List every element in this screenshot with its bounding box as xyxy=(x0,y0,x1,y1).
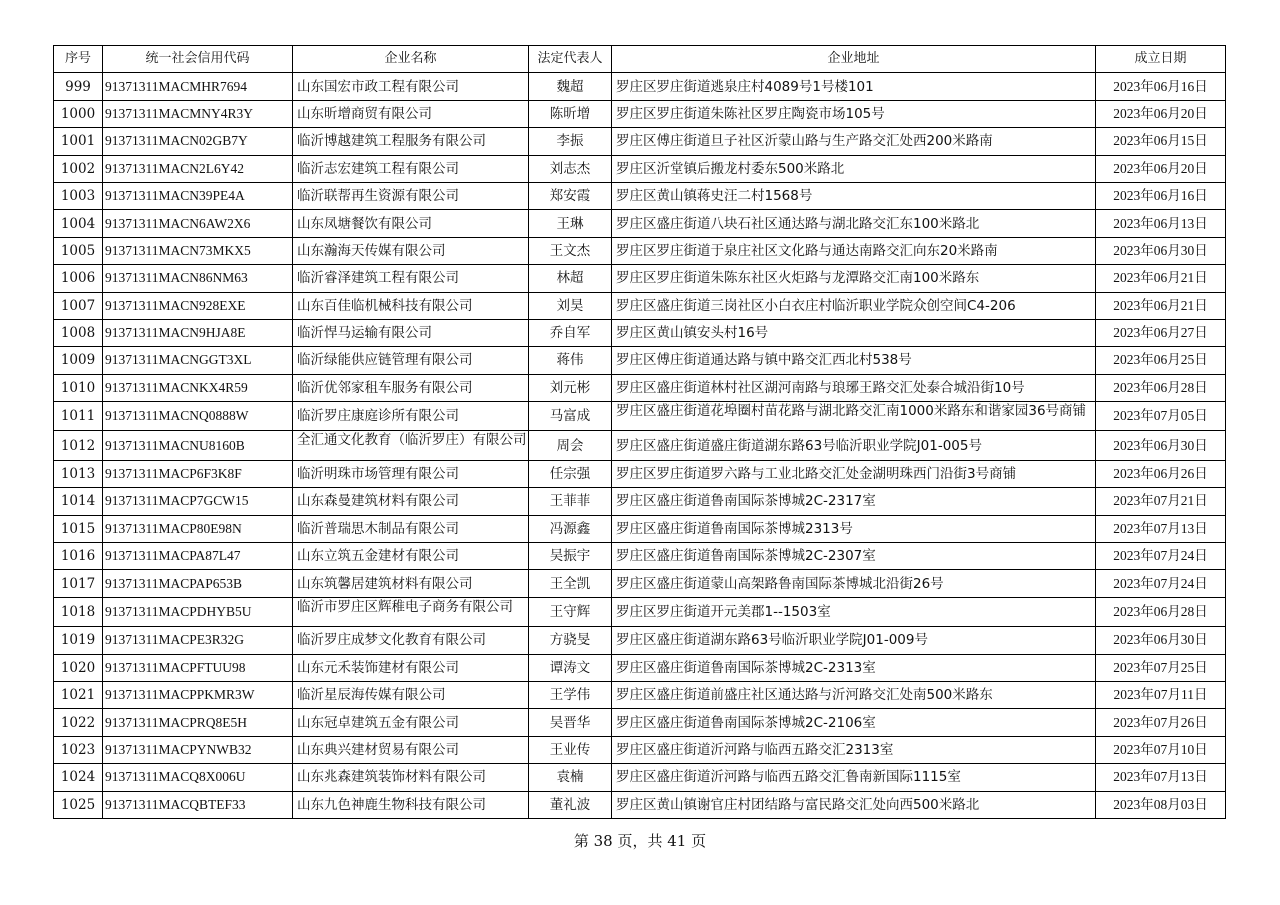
cell-credit-code: 91371311MACP7GCW15 xyxy=(103,488,293,515)
cell-founded-date: 2023年07月10日 xyxy=(1096,736,1226,763)
cell-founded-date: 2023年06月25日 xyxy=(1096,347,1226,374)
table-row xyxy=(54,237,1226,264)
cell-credit-code: 91371311MACPRQ8E5H xyxy=(103,709,293,736)
table-row xyxy=(54,681,1226,708)
cell-serial: 1021 xyxy=(54,681,103,708)
cell-serial: 999 xyxy=(54,73,103,100)
cell-company-name: 山东九色神鹿生物科技有限公司 xyxy=(293,791,529,818)
cell-serial: 1007 xyxy=(54,292,103,319)
cell-company-name: 临沂博越建筑工程服务有限公司 xyxy=(293,128,529,155)
cell-founded-date: 2023年06月16日 xyxy=(1096,73,1226,100)
cell-serial: 1005 xyxy=(54,237,103,264)
cell-legal-rep: 冯源鑫 xyxy=(529,515,612,542)
cell-credit-code: 91371311MACPDHYB5U xyxy=(103,597,293,626)
cell-legal-rep: 陈昕增 xyxy=(529,100,612,127)
cell-legal-rep: 任宗强 xyxy=(529,460,612,487)
cell-address: 罗庄区罗庄街道罗六路与工业北路交汇处金湖明珠西门沿街3号商铺 xyxy=(612,460,1096,487)
cell-credit-code: 91371311MACNGGT3XL xyxy=(103,347,293,374)
cell-founded-date: 2023年06月30日 xyxy=(1096,237,1226,264)
cell-founded-date: 2023年06月26日 xyxy=(1096,460,1226,487)
cell-address: 罗庄区盛庄街道沂河路与临西五路交汇鲁南新国际1115室 xyxy=(612,764,1096,791)
cell-founded-date: 2023年07月26日 xyxy=(1096,709,1226,736)
cell-company-name: 山东典兴建材贸易有限公司 xyxy=(293,736,529,763)
cell-founded-date: 2023年06月27日 xyxy=(1096,319,1226,346)
cell-address: 罗庄区沂堂镇后搬龙村委东500米路北 xyxy=(612,155,1096,182)
table-row xyxy=(54,402,1226,431)
cell-credit-code: 91371311MACNQ0888W xyxy=(103,402,293,431)
cell-serial: 1004 xyxy=(54,210,103,237)
cell-address: 罗庄区盛庄街道八块石社区通达路与湖北路交汇东100米路北 xyxy=(612,210,1096,237)
cell-company-name: 临沂市罗庄区辉稚电子商务有限公司 xyxy=(293,597,529,626)
cell-credit-code: 91371311MACP6F3K8F xyxy=(103,460,293,487)
cell-legal-rep: 刘志杰 xyxy=(529,155,612,182)
table-row xyxy=(54,128,1226,155)
table-row xyxy=(54,709,1226,736)
cell-address: 罗庄区傅庄街道通达路与镇中路交汇西北村538号 xyxy=(612,347,1096,374)
cell-founded-date: 2023年06月28日 xyxy=(1096,597,1226,626)
cell-serial: 1003 xyxy=(54,182,103,209)
cell-legal-rep: 王全凯 xyxy=(529,570,612,597)
cell-legal-rep: 刘元彬 xyxy=(529,374,612,401)
cell-credit-code: 91371311MACN73MKX5 xyxy=(103,237,293,264)
cell-address: 罗庄区罗庄街道朱陈社区罗庄陶瓷市场105号 xyxy=(612,100,1096,127)
cell-legal-rep: 王菲菲 xyxy=(529,488,612,515)
table-row xyxy=(54,627,1226,654)
table-row xyxy=(54,597,1226,626)
cell-legal-rep: 李振 xyxy=(529,128,612,155)
cell-credit-code: 91371311MACQBTEF33 xyxy=(103,791,293,818)
cell-address: 罗庄区盛庄街道鲁南国际茶博城2C-2307室 xyxy=(612,543,1096,570)
cell-credit-code: 91371311MACN9HJA8E xyxy=(103,319,293,346)
cell-company-name: 临沂睿泽建筑工程有限公司 xyxy=(293,265,529,292)
cell-serial: 1011 xyxy=(54,402,103,431)
cell-serial: 1006 xyxy=(54,265,103,292)
cell-company-name: 临沂悍马运输有限公司 xyxy=(293,319,529,346)
cell-company-name: 临沂普瑞思木制品有限公司 xyxy=(293,515,529,542)
page-footer: 第 38 页，共 41 页 xyxy=(573,832,707,850)
cell-credit-code: 91371311MACNU8160B xyxy=(103,431,293,460)
cell-legal-rep: 王业传 xyxy=(529,736,612,763)
cell-legal-rep: 魏超 xyxy=(529,73,612,100)
cell-serial: 1019 xyxy=(54,627,103,654)
cell-serial: 1008 xyxy=(54,319,103,346)
cell-legal-rep: 林超 xyxy=(529,265,612,292)
cell-founded-date: 2023年06月20日 xyxy=(1096,155,1226,182)
cell-address: 罗庄区盛庄街道林村社区湖河南路与琅琊王路交汇处泰合城沿街10号 xyxy=(612,374,1096,401)
header-founded-date: 成立日期 xyxy=(1096,46,1226,73)
table-row xyxy=(54,460,1226,487)
table-row xyxy=(54,543,1226,570)
cell-credit-code: 91371311MACPFTUU98 xyxy=(103,654,293,681)
header-company-name: 企业名称 xyxy=(293,46,529,73)
cell-company-name: 临沂志宏建筑工程有限公司 xyxy=(293,155,529,182)
cell-company-name: 临沂罗庄康庭诊所有限公司 xyxy=(293,402,529,431)
cell-legal-rep: 袁楠 xyxy=(529,764,612,791)
table-row xyxy=(54,764,1226,791)
cell-credit-code: 91371311MACPYNWB32 xyxy=(103,736,293,763)
table-row xyxy=(54,515,1226,542)
cell-company-name: 山东元禾装饰建材有限公司 xyxy=(293,654,529,681)
cell-address: 罗庄区盛庄街道三岗社区小白衣庄村临沂职业学院众创空间C4-206 xyxy=(612,292,1096,319)
cell-address: 罗庄区傅庄街道旦子社区沂蒙山路与生产路交汇处西200米路南 xyxy=(612,128,1096,155)
table-row xyxy=(54,100,1226,127)
cell-legal-rep: 王琳 xyxy=(529,210,612,237)
table-row xyxy=(54,292,1226,319)
cell-credit-code: 91371311MACPPKMR3W xyxy=(103,681,293,708)
cell-founded-date: 2023年06月13日 xyxy=(1096,210,1226,237)
cell-founded-date: 2023年07月24日 xyxy=(1096,570,1226,597)
cell-serial: 1015 xyxy=(54,515,103,542)
cell-serial: 1016 xyxy=(54,543,103,570)
cell-address: 罗庄区罗庄街道逃泉庄村4089号1号楼101 xyxy=(612,73,1096,100)
cell-legal-rep: 王文杰 xyxy=(529,237,612,264)
cell-serial: 1000 xyxy=(54,100,103,127)
cell-credit-code: 91371311MACPAP653B xyxy=(103,570,293,597)
cell-company-name: 山东国宏市政工程有限公司 xyxy=(293,73,529,100)
cell-company-name: 山东昕增商贸有限公司 xyxy=(293,100,529,127)
cell-address: 罗庄区盛庄街道沂河路与临西五路交汇2313室 xyxy=(612,736,1096,763)
cell-address: 罗庄区盛庄街道鲁南国际茶博城2C-2106室 xyxy=(612,709,1096,736)
cell-company-name: 山东立筑五金建材有限公司 xyxy=(293,543,529,570)
header-serial: 序号 xyxy=(54,46,103,73)
cell-legal-rep: 谭涛文 xyxy=(529,654,612,681)
cell-credit-code: 91371311MACNKX4R59 xyxy=(103,374,293,401)
cell-company-name: 山东百佳临机械科技有限公司 xyxy=(293,292,529,319)
cell-credit-code: 91371311MACQ8X006U xyxy=(103,764,293,791)
cell-company-name: 临沂绿能供应链管理有限公司 xyxy=(293,347,529,374)
table-row xyxy=(54,347,1226,374)
table-row xyxy=(54,182,1226,209)
cell-founded-date: 2023年06月21日 xyxy=(1096,265,1226,292)
cell-serial: 1018 xyxy=(54,597,103,626)
cell-credit-code: 91371311MACN02GB7Y xyxy=(103,128,293,155)
table-row xyxy=(54,319,1226,346)
cell-legal-rep: 周会 xyxy=(529,431,612,460)
cell-serial: 1009 xyxy=(54,347,103,374)
cell-company-name: 山东兆森建筑装饰材料有限公司 xyxy=(293,764,529,791)
cell-credit-code: 91371311MACN2L6Y42 xyxy=(103,155,293,182)
cell-founded-date: 2023年07月24日 xyxy=(1096,543,1226,570)
table-row xyxy=(54,210,1226,237)
header-legal-rep: 法定代表人 xyxy=(529,46,612,73)
cell-serial: 1022 xyxy=(54,709,103,736)
cell-founded-date: 2023年06月30日 xyxy=(1096,431,1226,460)
cell-credit-code: 91371311MACMHR7694 xyxy=(103,73,293,100)
cell-serial: 1014 xyxy=(54,488,103,515)
cell-legal-rep: 马富成 xyxy=(529,402,612,431)
cell-founded-date: 2023年07月11日 xyxy=(1096,681,1226,708)
cell-company-name: 临沂明珠市场管理有限公司 xyxy=(293,460,529,487)
table-row xyxy=(54,570,1226,597)
cell-founded-date: 2023年06月28日 xyxy=(1096,374,1226,401)
cell-serial: 1024 xyxy=(54,764,103,791)
cell-address: 罗庄区罗庄街道朱陈东社区火炬路与龙潭路交汇南100米路东 xyxy=(612,265,1096,292)
cell-legal-rep: 乔自军 xyxy=(529,319,612,346)
table-row xyxy=(54,431,1226,460)
cell-company-name: 山东筑馨居建筑材料有限公司 xyxy=(293,570,529,597)
cell-address: 罗庄区盛庄街道蒙山高架路鲁南国际茶博城北沿街26号 xyxy=(612,570,1096,597)
cell-serial: 1013 xyxy=(54,460,103,487)
table-row xyxy=(54,654,1226,681)
cell-address: 罗庄区盛庄街道前盛庄社区通达路与沂河路交汇处南500米路东 xyxy=(612,681,1096,708)
cell-legal-rep: 方骁旻 xyxy=(529,627,612,654)
cell-company-name: 临沂优邻家租车服务有限公司 xyxy=(293,374,529,401)
cell-founded-date: 2023年08月03日 xyxy=(1096,791,1226,818)
table-row xyxy=(54,736,1226,763)
cell-founded-date: 2023年07月13日 xyxy=(1096,764,1226,791)
cell-address: 罗庄区罗庄街道开元美郡1--1503室 xyxy=(612,597,1096,626)
cell-credit-code: 91371311MACPA87L47 xyxy=(103,543,293,570)
cell-serial: 1017 xyxy=(54,570,103,597)
cell-serial: 1002 xyxy=(54,155,103,182)
cell-serial: 1001 xyxy=(54,128,103,155)
cell-credit-code: 91371311MACN86NM63 xyxy=(103,265,293,292)
table-row xyxy=(54,155,1226,182)
cell-legal-rep: 董礼波 xyxy=(529,791,612,818)
table-header-row xyxy=(54,46,1226,73)
cell-legal-rep: 刘昊 xyxy=(529,292,612,319)
header-credit-code: 统一社会信用代码 xyxy=(103,46,293,73)
table-row xyxy=(54,73,1226,100)
cell-company-name: 山东森曼建筑材料有限公司 xyxy=(293,488,529,515)
cell-serial: 1020 xyxy=(54,654,103,681)
cell-credit-code: 91371311MACN39PE4A xyxy=(103,182,293,209)
cell-credit-code: 91371311MACMNY4R3Y xyxy=(103,100,293,127)
cell-credit-code: 91371311MACN928EXE xyxy=(103,292,293,319)
cell-founded-date: 2023年07月05日 xyxy=(1096,402,1226,431)
cell-company-name: 临沂罗庄成梦文化教育有限公司 xyxy=(293,627,529,654)
cell-legal-rep: 王学伟 xyxy=(529,681,612,708)
cell-company-name: 临沂联帮再生资源有限公司 xyxy=(293,182,529,209)
cell-serial: 1010 xyxy=(54,374,103,401)
cell-address: 罗庄区盛庄街道鲁南国际茶博城2C-2313室 xyxy=(612,654,1096,681)
cell-company-name: 临沂星辰海传媒有限公司 xyxy=(293,681,529,708)
cell-serial: 1023 xyxy=(54,736,103,763)
cell-address: 罗庄区盛庄街道花埠圈村苗花路与湖北路交汇南1000米路东和谐家园36号商铺 xyxy=(612,402,1096,431)
cell-legal-rep: 吴振宇 xyxy=(529,543,612,570)
cell-founded-date: 2023年07月21日 xyxy=(1096,488,1226,515)
enterprise-table xyxy=(53,45,1226,819)
cell-legal-rep: 蒋伟 xyxy=(529,347,612,374)
cell-serial: 1012 xyxy=(54,431,103,460)
cell-legal-rep: 吴晋华 xyxy=(529,709,612,736)
cell-address: 罗庄区盛庄街道湖东路63号临沂职业学院J01-009号 xyxy=(612,627,1096,654)
cell-address: 罗庄区黄山镇安头村16号 xyxy=(612,319,1096,346)
cell-company-name: 山东凤塘餐饮有限公司 xyxy=(293,210,529,237)
cell-founded-date: 2023年06月20日 xyxy=(1096,100,1226,127)
cell-address: 罗庄区盛庄街道鲁南国际茶博城2C-2317室 xyxy=(612,488,1096,515)
table-row xyxy=(54,791,1226,818)
cell-address: 罗庄区盛庄街道盛庄街道湖东路63号临沂职业学院J01-005号 xyxy=(612,431,1096,460)
cell-credit-code: 91371311MACP80E98N xyxy=(103,515,293,542)
cell-founded-date: 2023年06月21日 xyxy=(1096,292,1226,319)
cell-legal-rep: 王守辉 xyxy=(529,597,612,626)
cell-address: 罗庄区罗庄街道于泉庄社区文化路与通达南路交汇向东20米路南 xyxy=(612,237,1096,264)
cell-address: 罗庄区盛庄街道鲁南国际茶博城2313号 xyxy=(612,515,1096,542)
cell-founded-date: 2023年06月16日 xyxy=(1096,182,1226,209)
header-address: 企业地址 xyxy=(612,46,1096,73)
cell-address: 罗庄区黄山镇蒋史汪二村1568号 xyxy=(612,182,1096,209)
cell-company-name: 全汇通文化教育（临沂罗庄）有限公司 xyxy=(293,431,529,460)
cell-legal-rep: 郑安霞 xyxy=(529,182,612,209)
cell-company-name: 山东冠卓建筑五金有限公司 xyxy=(293,709,529,736)
table-row xyxy=(54,374,1226,401)
table-row xyxy=(54,265,1226,292)
cell-credit-code: 91371311MACN6AW2X6 xyxy=(103,210,293,237)
cell-founded-date: 2023年07月25日 xyxy=(1096,654,1226,681)
cell-founded-date: 2023年06月30日 xyxy=(1096,627,1226,654)
cell-founded-date: 2023年07月13日 xyxy=(1096,515,1226,542)
table-row xyxy=(54,488,1226,515)
cell-company-name: 山东瀚海天传媒有限公司 xyxy=(293,237,529,264)
cell-credit-code: 91371311MACPE3R32G xyxy=(103,627,293,654)
cell-address: 罗庄区黄山镇谢官庄村团结路与富民路交汇处向西500米路北 xyxy=(612,791,1096,818)
cell-serial: 1025 xyxy=(54,791,103,818)
cell-founded-date: 2023年06月15日 xyxy=(1096,128,1226,155)
